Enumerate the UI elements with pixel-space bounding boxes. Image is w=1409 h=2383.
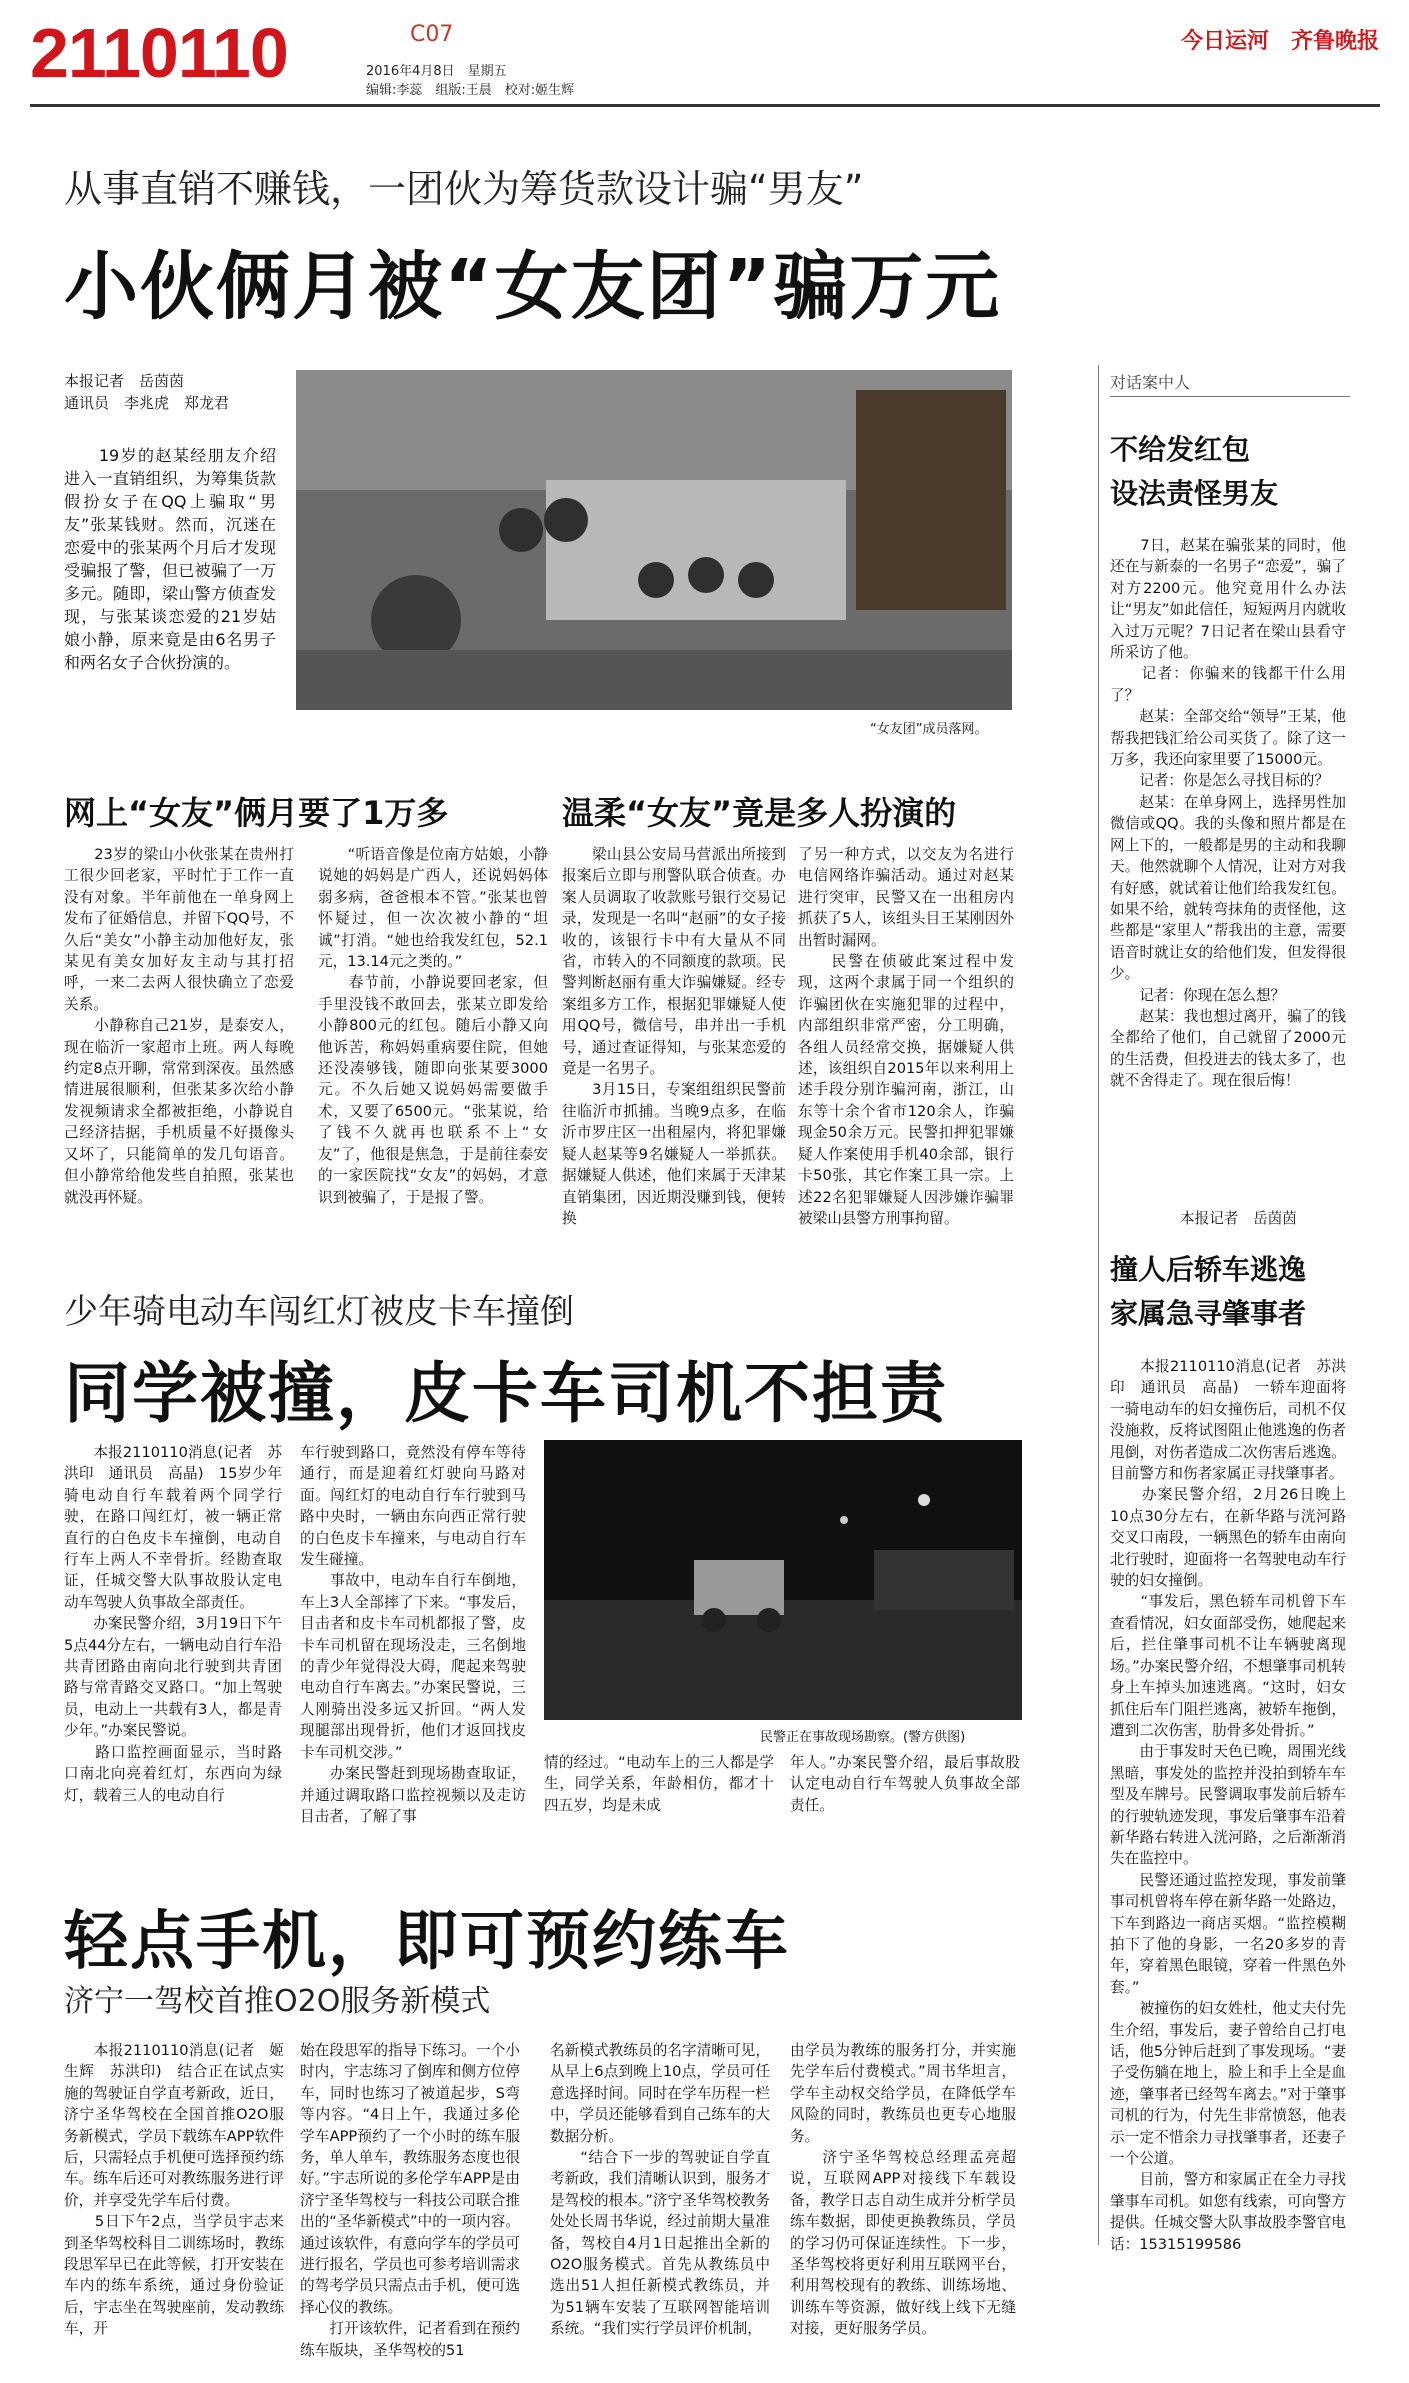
story3-col2: 始在段思军的指导下练习。一个小时内，宇志练习了倒库和侧方位停车，同时也练习了被道起步，S弯等内容。“4日上午，我通过多伦学车APP预约了一个小时的练车服务，单人单车，教练服务态度也很好。”宇志所说的多伦学车APP是由济宁圣华驾校与一科技公司联合推出的“圣华新模式”中的一项内容。通过该软件，有意向学车的学员可进行报名，学员也可参考培训需求的驾考学员只需点击手机，便可选择心仪的教练。 打开该软件，记者看到在预约练车版块，圣华驾校的51 — [300, 2042, 520, 2359]
sidebar1-rule — [1110, 396, 1350, 397]
story1-photo — [296, 370, 1012, 710]
date-line: 2016年4月8日 星期五 — [366, 64, 507, 79]
story1-kicker: 从事直销不赚钱，一团伙为筹货款设计骗“男友” — [64, 167, 864, 211]
story1-col2: “听语音像是位南方姑娘，小静说她的妈妈是广西人，还说妈妈体弱多病，爸爸根本不管。”张某也曾怀疑过，但一次次被小静的“坦诚”打消。“她也给我发红包，52.1元，13.14元之类的。” 春节前，小静说要回老家，但手里没钱不敢回去，张某立即发给小静800元的红包。随后小静又向他诉苦，称妈妈重病要住院，但她还没凑够钱，随即向张某要3000元。不久后她又说妈妈需要做手术，又要了6500元。“张某说，给了钱不久就再也联系不上“女友”了，他很是焦急，于是前往泰安的一家医院找“女友”的妈妈，才意识到被骗了，于是报了警。 — [318, 846, 548, 1206]
staff-line: 编辑:李蕊 组版:王晨 校对:姬生辉 — [366, 83, 575, 98]
story2-photo — [544, 1440, 1022, 1720]
sidebar1-title: 不给发红包 设法责怪男友 — [1110, 433, 1279, 510]
story1-byline: 本报记者 岳茵茵 通讯员 李兆虎 郑龙君 — [64, 372, 230, 412]
story2-col1: 本报2110110消息(记者 苏洪印 通讯员 高晶) 15岁少年骑电动自行车载着两个同学行驶，在路口闯红灯，被一辆正常直行的白色皮卡车撞倒，电动自行车上两人不幸骨折。经勘查取证，任城交警大队事故股认定电动车驾驶人负事故全部责任。 办案民警介绍，3月19日下午5点44分左右，一辆电动自行车沿共青团路由南向北行驶到共青团路与常青路交叉路口。“加上驾驶员，电动上一共载有3人，都是青少年。”办案民警说。 路口监控画面显示，当时路口南北向亮着红灯，东西向为绿灯，载着三人的电动自行 — [64, 1444, 282, 1804]
story1-col4: 了另一种方式，以交友为名进行电信网络诈骗活动。通过对赵某进行突审，民警又在一出租房内抓获了5人，该组头目王某刚因外出暂时漏网。 民警在侦破此案过程中发现，这两个隶属于同一个组织的诈骗团伙在实施犯罪的过程中，内部组织非常严密，分工明确，各组人员经常交换，据嫌疑人供述，该组织自2015年以来利用上述手段分别诈骗河南，浙江，山东等十余个省市120余人，诈骗现金50余万元。民警扣押犯罪嫌疑人作案使用手机40余部，银行卡50张，其它作案工具一宗。上述22名犯罪嫌疑人因涉嫌诈骗罪被梁山县警方刑事拘留。 — [798, 846, 1014, 1227]
newspaper-brand: 今日运河 齐鲁晚报 — [1180, 29, 1379, 54]
story2-kicker: 少年骑电动车闯红灯被皮卡车撞倒 — [64, 1292, 574, 1332]
story3-col3: 名新模式教练员的名字清晰可见，从早上6点到晚上10点，学员可任意选择时间。同时在学车历程一栏中，学员还能够看到自己练车的大数据分析。 “结合下一步的驾驶证自学直考新政，我们清晰认识到，服务才是驾校的根本。”济宁圣华驾校教务处处长周书华说，经过前期大量准备，驾校自4月1日起推出全新的O2O服务模式。首先从教练员中选出51人担任新模式教练员，并为51辆车安装了互联网智能培训系统。“我们实行学员评价机制， — [550, 2042, 770, 2338]
story2-headline: 同学被撞，皮卡车司机不担责 — [64, 1355, 948, 1432]
masthead-rule — [30, 104, 1380, 107]
sidebar-divider — [1098, 365, 1099, 2245]
story3-col1: 本报2110110消息(记者 姬生辉 苏洪印) 结合正在试点实施的驾驶证自学直考新政，近日，济宁圣华驾校在全国首推O2O服务新模式，学员下载练车APP软件后，只需轻点手机便可选择预约练车。练车后还可对教练服务进行评价，并享受先学车后付费。 5日下午2点，当学员宇志来到圣华驾校科目二训练场时，教练段思军早已在此等候，打开安装在车内的练车系统，通过身份验证后，宇志坐在驾驶座前，发动教练车，开 — [64, 2042, 284, 2338]
story2-col4: 年人。”办案民警介绍，最后事故股认定电动自行车驾驶人负事故全部责任。 — [790, 1754, 1020, 1814]
story1-subhead-1: 网上“女友”俩月要了1万多 — [64, 794, 449, 832]
issue-number: 2110110 — [30, 14, 288, 92]
sidebar2-body: 本报2110110消息(记者 苏洪印 通讯员 高晶) 一轿车迎面将一骑电动车的妇女撞伤后，司机不仅没施救，反将试图阻止他逃逸的伤者甩倒，对伤者造成二次伤害后逃逸。目前警方和伤者家属正寻找肇事者。 办案民警介绍，2月26日晚上10点30分左右，在新华路与洸河路交叉口南段，一辆黑色的轿车由南向北行驶时，迎面将一名驾驶电动车行驶的妇女撞倒。 “事发后，黑色轿车司机曾下车查看情况，妇女面部受伤，她爬起来后，拦住肇事司机不让车辆驶离现场。”办案民警介绍，不想肇事司机转身上车掉头加速逃离。“这时，妇女抓住后车门阻拦逃离，被轿车拖倒，遭到二次伤害，肋骨多处骨折。” 由于事发时天色已晚，周围光线黑暗，事发处的监控并没拍到轿车车型及车牌号。民警调取事发前后轿车的行驶轨迹发现，事发后肇事车沿着新华路右转进入洸河路，之后渐渐消失在监控中。 民警还通过监控发现，事发前肇事司机曾将车停在新华路一处路边，下车到路边一商店买烟。“监控模糊拍下了他的身影，一名20多岁的青年，穿着黑色眼镜，穿着一件黑色外套。” 被撞伤的妇女姓杜，他丈夫付先生介绍，事发后，妻子曾给自己打电话，他5分钟后赶到了事发现场。“妻子受伤躺在地上，脸上和手上全是血迹，肇事者已经驾车离去。”对于肇事司机的行为，付先生非常愤怒，他表示一定不惜余力寻找肇事者，还妻子一个公道。 目前，警方和家属正在全力寻找肇事车司机。如您有线索，可向警方提供。任城交警大队事故股李警官电话：15315199586 — [1110, 1358, 1346, 2253]
arrest-scene-illustration — [296, 370, 1012, 710]
story3-col4: 由学员为教练的服务打分，并实施先学车后付费模式。”周书华坦言，学车主动权交给学员，在降低学车风险的同时，教练员也更专心地服务。 济宁圣华驾校总经理孟亮超说，互联网APP对接线下车载设备，教学日志自动生成并分析学员练车数据，即使更换教练员，学员的学习仍可保证连续性。下一步，圣华驾校将更好利用互联网平台，利用驾校现有的教练、训练场地、训练车等资源，做好线上线下无缝对接，更好服务学员。 — [790, 2042, 1016, 2338]
sidebar2-title: 撞人后轿车逃逸 家属急寻肇事者 — [1110, 1253, 1307, 1330]
story2-col2: 车行驶到路口，竟然没有停车等待通行，而是迎着红灯驶向马路对面。闯红灯的电动自行车行驶到马路中央时，一辆由东向西正常行驶的白色皮卡车撞来，与电动自行车发生碰撞。 事故中，电动车自行车倒地，车上3人全部摔了下来。“事发后，目击者和皮卡车司机都报了警，皮卡车司机留在现场没走，三名倒地的青少年觉得没大碍，爬起来驾驶电动自行车离去。”办案民警说，三人刚骑出没多远又折回。“两人发现腿部出现骨折，他们才返回找皮卡车司机交涉。” 办案民警赶到现场勘查取证，并通过调取路口监控视频以及走访目击者，了解了事 — [300, 1444, 526, 1825]
story2-photo-caption: 民警正在事故现场勘察。(警方供图) — [760, 1730, 966, 1745]
story2-col3: 情的经过。“电动车上的三人都是学生，同学关系，年龄相仿，都才十四五岁，均是未成 — [544, 1754, 774, 1814]
story1-photo-caption: “女友团”成员落网。 — [870, 722, 988, 737]
sidebar1-byline: 本报记者 岳茵茵 — [1180, 1210, 1297, 1227]
story1-col1: 23岁的梁山小伙张某在贵州打工很少回老家，平时忙于工作一直没有对象。半年前他在一单身网上发布了征婚信息，并留下QQ号，不久后“美女”小静主动加他好友，张某见有美女加好友主动与其打招呼，一来二去两人很快确立了恋爱关系。 小静称自己21岁，是泰安人，现在临沂一家超市上班。两人每晚约定8点开聊，常常到深夜。虽然感情进展很顺利，但张某多次给小静发视频请求全都被拒绝，小静说自己经济拮据，手机质量不好摄像头又坏了，只能简单的发几句语音。但小静常给他发些自拍照，张某也就没再怀疑。 — [64, 846, 294, 1206]
story3-headline: 轻点手机，即可预约练车 — [64, 1905, 790, 1979]
sidebar1-tag: 对话案中人 — [1110, 373, 1191, 392]
page-code: C07 — [410, 22, 454, 47]
story1-col3: 梁山县公安局马营派出所接到报案后立即与刑警队联合侦查。办案人员调取了收款账号银行交易记录，发现是一名叫“赵丽”的女子接收的，该银行卡中有大量从不同省，市转入的不同额度的款项。民警判断赵丽有重大诈骗嫌疑。经专案组多方工作，根据犯罪嫌疑人使用QQ号，微信号，串并出一手机号，通过查证得知，与张某恋爱的竟是一名男子。 3月15日，专案组组织民警前往临沂市抓捕。当晚9点多，在临沂市罗庄区一出租屋内，将犯罪嫌疑人赵某等9名嫌疑人一举抓获。据嫌疑人供述，他们来属于天津某直销集团，因近期没赚到钱，便转换 — [562, 846, 786, 1227]
story3-subhead: 济宁一驾校首推O2O服务新模式 — [64, 1984, 491, 2019]
accident-scene-illustration — [544, 1440, 1022, 1720]
story1-lead: 19岁的赵某经朋友介绍进入一直销组织，为筹集货款假扮女子在QQ上骗取“男友”张某钱财。然而，沉迷在恋爱中的张某两个月后才发现受骗报了警，但已被骗了一万多元。随即，梁山警方侦查发现，与张某谈恋爱的21岁姑娘小静，原来竟是由6名男子和两名女子合伙扮演的。 — [64, 446, 276, 672]
sidebar1-body: 7日，赵某在骗张某的同时，他还在与新泰的一名男子“恋爱”，骗了对方2200元。他究竟用什么办法让“男友”如此信任，短短两月内就收入过万元呢？7日记者在梁山县看守所采访了他。 记者：你骗来的钱都干什么用了？ 赵某：全部交给“领导”王某，他帮我把钱汇给公司买货了。除了这一万多，我还向家里要了15000元。 记者：你是怎么寻找目标的？ 赵某：在单身网上，选择男性加微信或QQ。我的头像和照片都是在网上下的，一般都是男的主动和我聊天。他然就聊个人情况，让对方对我有好感，就试着让他们给我发红包。如果不给，就转弯抹角的责怪他，这些都是“家里人”帮我出的主意，需要语音时就让女的给他们发，但发得很少。 记者：你现在怎么想？ 赵某：我也想过离开，骗了的钱全都给了他们，自己就留了2000元的生活费，但投进去的钱太多了，也就不舍得走了。现在很后悔！ — [1110, 537, 1346, 1090]
story1-subhead-2: 温柔“女友”竟是多人扮演的 — [562, 794, 957, 832]
story1-headline: 小伙俩月被“女友团”骗万元 — [64, 244, 1002, 330]
